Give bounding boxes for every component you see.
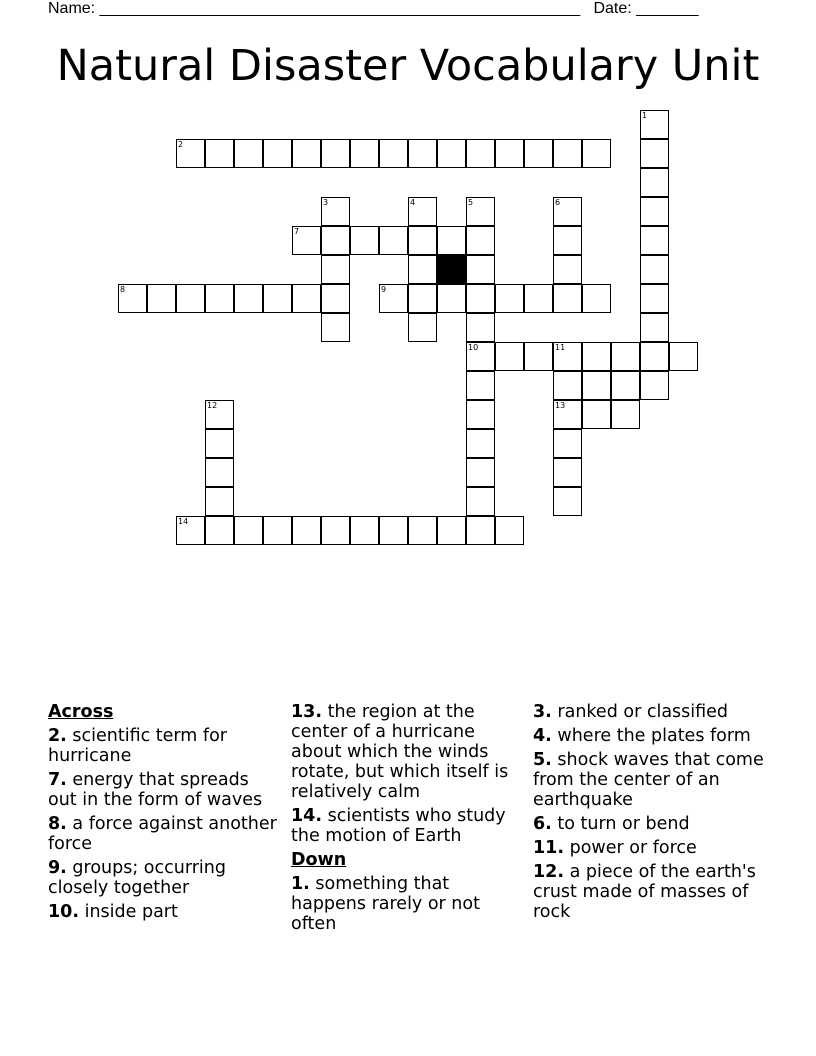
crossword-cell[interactable] <box>263 139 292 168</box>
crossword-cell[interactable] <box>379 139 408 168</box>
clue-down-6: 6. to turn or bend <box>533 814 690 834</box>
cell-number: 1 <box>642 111 648 120</box>
crossword-cell[interactable] <box>495 284 524 313</box>
crossword-cell[interactable] <box>640 371 669 400</box>
crossword-cell[interactable] <box>553 429 582 458</box>
crossword-cell[interactable] <box>466 342 495 371</box>
crossword-cell[interactable] <box>640 226 669 255</box>
crossword-cell[interactable] <box>582 139 611 168</box>
crossword-cell[interactable] <box>466 139 495 168</box>
crossword-cell[interactable] <box>582 284 611 313</box>
crossword-cell[interactable] <box>234 516 263 545</box>
crossword-cell[interactable] <box>234 284 263 313</box>
crossword-cell[interactable] <box>205 400 234 429</box>
across-heading: Across <box>48 702 114 722</box>
clue-down-11: 11. power or force <box>533 838 697 858</box>
cell-number: 13 <box>555 401 566 410</box>
crossword-cell[interactable] <box>321 516 350 545</box>
crossword-cell[interactable] <box>263 516 292 545</box>
crossword-cell[interactable] <box>321 139 350 168</box>
crossword-cell[interactable] <box>176 139 205 168</box>
crossword-cell[interactable] <box>582 400 611 429</box>
crossword-cell[interactable] <box>582 342 611 371</box>
crossword-cell[interactable] <box>408 313 437 342</box>
crossword-cell[interactable] <box>553 284 582 313</box>
date-field[interactable]: _______ <box>636 0 699 17</box>
crossword-cell[interactable] <box>234 139 263 168</box>
clue-down-12: 12. a piece of the earth's crust made of masses of rock <box>533 862 756 922</box>
clue-across-8: 8. a force against another force <box>48 814 277 854</box>
crossword-cell[interactable] <box>292 284 321 313</box>
crossword-cell[interactable] <box>437 226 466 255</box>
crossword-cell[interactable] <box>321 197 350 226</box>
crossword-cell[interactable] <box>466 197 495 226</box>
cell-number: 3 <box>323 198 329 207</box>
crossword-cell[interactable] <box>379 516 408 545</box>
crossword-cell[interactable] <box>466 487 495 516</box>
down-heading: Down <box>291 850 347 870</box>
crossword-cell[interactable] <box>640 168 669 197</box>
crossword-cell[interactable] <box>669 342 698 371</box>
clue-across-10: 10. inside part <box>48 902 178 922</box>
crossword-cell[interactable] <box>640 284 669 313</box>
crossword-cell[interactable] <box>176 284 205 313</box>
crossword-cell[interactable] <box>408 284 437 313</box>
clue-across-9: 9. groups; occurring closely together <box>48 858 226 898</box>
cell-number: 5 <box>468 198 474 207</box>
crossword-cell[interactable] <box>321 226 350 255</box>
cell-number: 12 <box>207 401 218 410</box>
cell-number: 14 <box>178 517 189 526</box>
clue-across-14: 14. scientists who study the motion of Earth <box>291 806 506 846</box>
crossword-cell[interactable] <box>408 516 437 545</box>
cell-number: 9 <box>381 285 387 294</box>
crossword-cell[interactable] <box>408 255 437 284</box>
crossword-cell[interactable] <box>640 197 669 226</box>
crossword-cell[interactable] <box>466 284 495 313</box>
crossword-cell[interactable] <box>466 516 495 545</box>
name-label: Name: <box>48 0 96 17</box>
crossword-cell[interactable] <box>205 458 234 487</box>
crossword-cell[interactable] <box>205 487 234 516</box>
crossword-cell[interactable] <box>408 197 437 226</box>
cell-number: 10 <box>468 343 479 352</box>
clue-across-7: 7. energy that spreads out in the form of waves <box>48 770 263 810</box>
crossword-cell[interactable] <box>350 226 379 255</box>
crossword-cell[interactable] <box>466 400 495 429</box>
crossword-cell[interactable] <box>408 226 437 255</box>
crossword-cell[interactable] <box>466 226 495 255</box>
clue-down-5: 5. shock waves that come from the center of an earthquake <box>533 750 764 810</box>
crossword-cell[interactable] <box>321 284 350 313</box>
crossword-cell[interactable] <box>640 110 669 139</box>
cell-number: 2 <box>178 140 184 149</box>
crossword-cell[interactable] <box>466 429 495 458</box>
crossword-cell[interactable] <box>292 139 321 168</box>
crossword-cell[interactable] <box>321 255 350 284</box>
clue-down-3: 3. ranked or classified <box>533 702 729 722</box>
crossword-cell[interactable] <box>321 313 350 342</box>
crossword-cell[interactable] <box>640 342 669 371</box>
crossword-cell[interactable] <box>553 458 582 487</box>
crossword-cell[interactable] <box>611 342 640 371</box>
crossword-cell[interactable] <box>524 342 553 371</box>
cell-number: 8 <box>120 285 126 294</box>
cell-number: 6 <box>555 198 561 207</box>
crossword-cell[interactable] <box>553 487 582 516</box>
clues-column-1 <box>48 702 280 926</box>
cell-number: 7 <box>294 227 300 236</box>
crossword-cell[interactable] <box>553 197 582 226</box>
crossword-cell[interactable] <box>495 139 524 168</box>
date-label: Date: <box>593 0 632 17</box>
crossword-cell[interactable] <box>263 284 292 313</box>
crossword-cell[interactable] <box>553 139 582 168</box>
clue-down-4: 4. where the plates form <box>533 726 751 746</box>
clues-column-3 <box>533 702 765 926</box>
crossword-cell[interactable] <box>611 400 640 429</box>
name-field[interactable]: ______________________________________________________ <box>99 0 581 17</box>
crossword-cell[interactable] <box>553 400 582 429</box>
crossword-cell[interactable] <box>640 139 669 168</box>
crossword-cell[interactable] <box>408 139 437 168</box>
crossword-cell[interactable] <box>292 226 321 255</box>
crossword-cell[interactable] <box>379 284 408 313</box>
crossword-cell[interactable] <box>611 371 640 400</box>
crossword-cell[interactable] <box>379 226 408 255</box>
crossword-cell[interactable] <box>524 139 553 168</box>
clue-down-1: 1. something that happens rarely or not often <box>291 874 480 934</box>
crossword-cell[interactable] <box>147 284 176 313</box>
crossword-cell[interactable] <box>553 226 582 255</box>
crossword-cell[interactable] <box>205 429 234 458</box>
blocked-cell <box>437 255 466 284</box>
crossword-cell[interactable] <box>466 255 495 284</box>
crossword-cell[interactable] <box>437 139 466 168</box>
crossword-cell[interactable] <box>466 313 495 342</box>
crossword-cell[interactable] <box>640 255 669 284</box>
crossword-cell[interactable] <box>495 342 524 371</box>
crossword-cell[interactable] <box>466 458 495 487</box>
clue-across-2: 2. scientific term for hurricane <box>48 726 227 766</box>
clue-across-13: 13. the region at the center of a hurricane about which the winds rotate, but which itself is relatively calm <box>291 702 509 802</box>
crossword-cell[interactable] <box>553 371 582 400</box>
crossword-cell[interactable] <box>292 516 321 545</box>
crossword-cell[interactable] <box>205 516 234 545</box>
cell-number: 4 <box>410 198 416 207</box>
crossword-cell[interactable] <box>205 284 234 313</box>
clues-column-2 <box>291 702 523 938</box>
crossword-cell[interactable] <box>118 284 147 313</box>
crossword-cell[interactable] <box>437 516 466 545</box>
crossword-cell[interactable] <box>176 516 205 545</box>
crossword-cell[interactable] <box>466 371 495 400</box>
page-title: Natural Disaster Vocabulary Unit <box>56 41 760 91</box>
crossword-cell[interactable] <box>350 516 379 545</box>
crossword-cell[interactable] <box>524 284 553 313</box>
crossword-cell[interactable] <box>582 371 611 400</box>
crossword-cell[interactable] <box>553 255 582 284</box>
crossword-cell[interactable] <box>495 516 524 545</box>
crossword-cell[interactable] <box>553 342 582 371</box>
crossword-cell[interactable] <box>350 139 379 168</box>
cell-number: 11 <box>555 343 566 352</box>
crossword-cell[interactable] <box>205 139 234 168</box>
crossword-cell[interactable] <box>640 313 669 342</box>
crossword-cell[interactable] <box>437 284 466 313</box>
